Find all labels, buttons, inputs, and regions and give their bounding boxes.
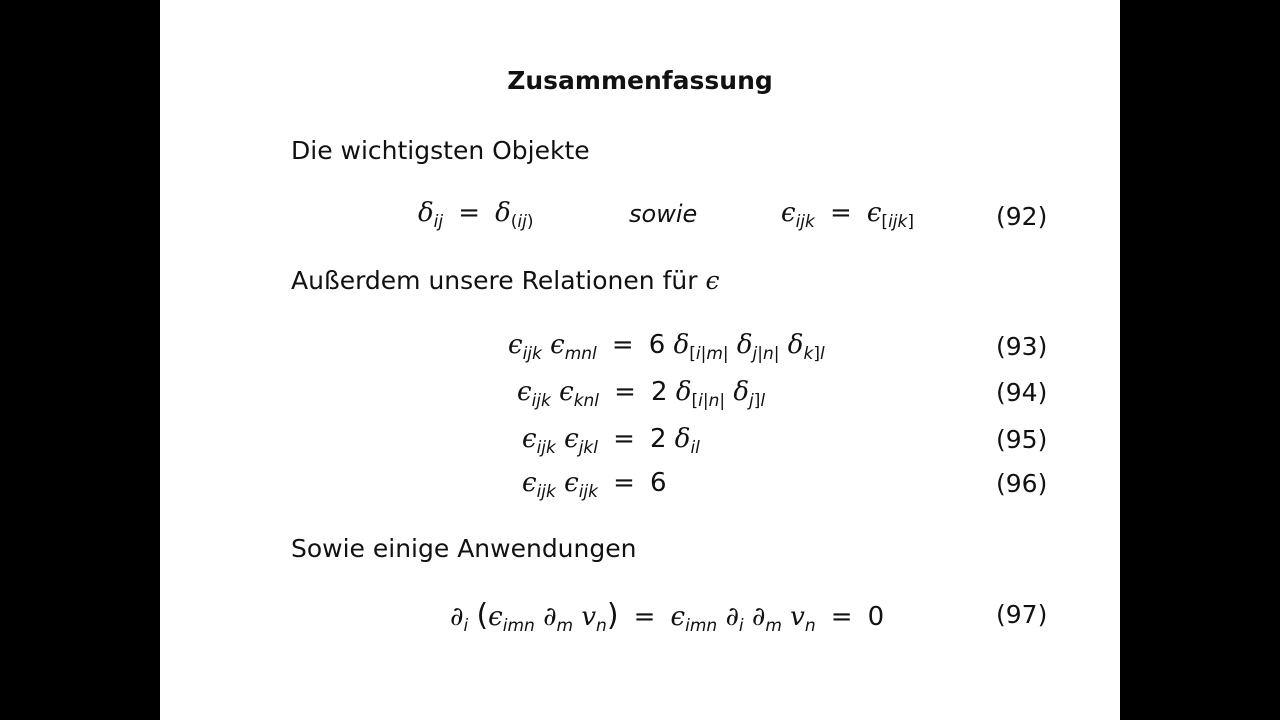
equation-95: $\epsilon_{ijk}$ $\epsilon_{jkl} = 2$ $\delta_{il}$: [522, 424, 700, 459]
equation-number-93: (93): [996, 332, 1048, 361]
equation-number-96: (96): [996, 469, 1048, 498]
intro-relations-text: [291, 266, 719, 295]
equation-number-94: (94): [996, 378, 1048, 407]
equation-number-95: (95): [996, 425, 1048, 454]
equation-97: $\partial_i$ ($\epsilon_{imn}$ $\partial_m$ $v_n) = \epsilon_{imn}$ $\partial_i$ $\partial_m$ $v_n = 0$: [450, 598, 885, 637]
equation-94: $\epsilon_{ijk}$ $\epsilon_{knl} = 2$ $\delta_{[i|n|}$ $\delta_{j]l}$: [517, 377, 766, 412]
intro-objects-text: Die wichtigsten Objekte: [291, 136, 590, 165]
equation-92-middle-word: sowie: [629, 200, 698, 228]
equation-96: $\epsilon_{ijk}$ $\epsilon_{ijk} = 6$: [522, 468, 667, 503]
epsilon-symbol: ϵ: [705, 266, 720, 295]
equation-92-epsilon: $\epsilon_{ijk} = \epsilon_{[ijk]}$: [781, 198, 914, 233]
equation-92: $\delta_{ij} = \delta_{(ij)}$: [418, 198, 534, 233]
intro-applications-text: Sowie einige Anwendungen: [291, 534, 637, 563]
slide-title: Zusammenfassung: [507, 66, 773, 95]
equation-number-92: (92): [996, 202, 1048, 231]
intro-relations-label: Außerdem unsere Relationen für: [291, 266, 698, 295]
slide-page: [160, 0, 1120, 720]
equation-number-97: (97): [996, 600, 1048, 629]
equation-93: $\epsilon_{ijk}$ $\epsilon_{mnl} = 6$ $\delta_{[i|m|}$ $\delta_{j|n|}$ $\delta_{k]l}$: [508, 330, 825, 365]
